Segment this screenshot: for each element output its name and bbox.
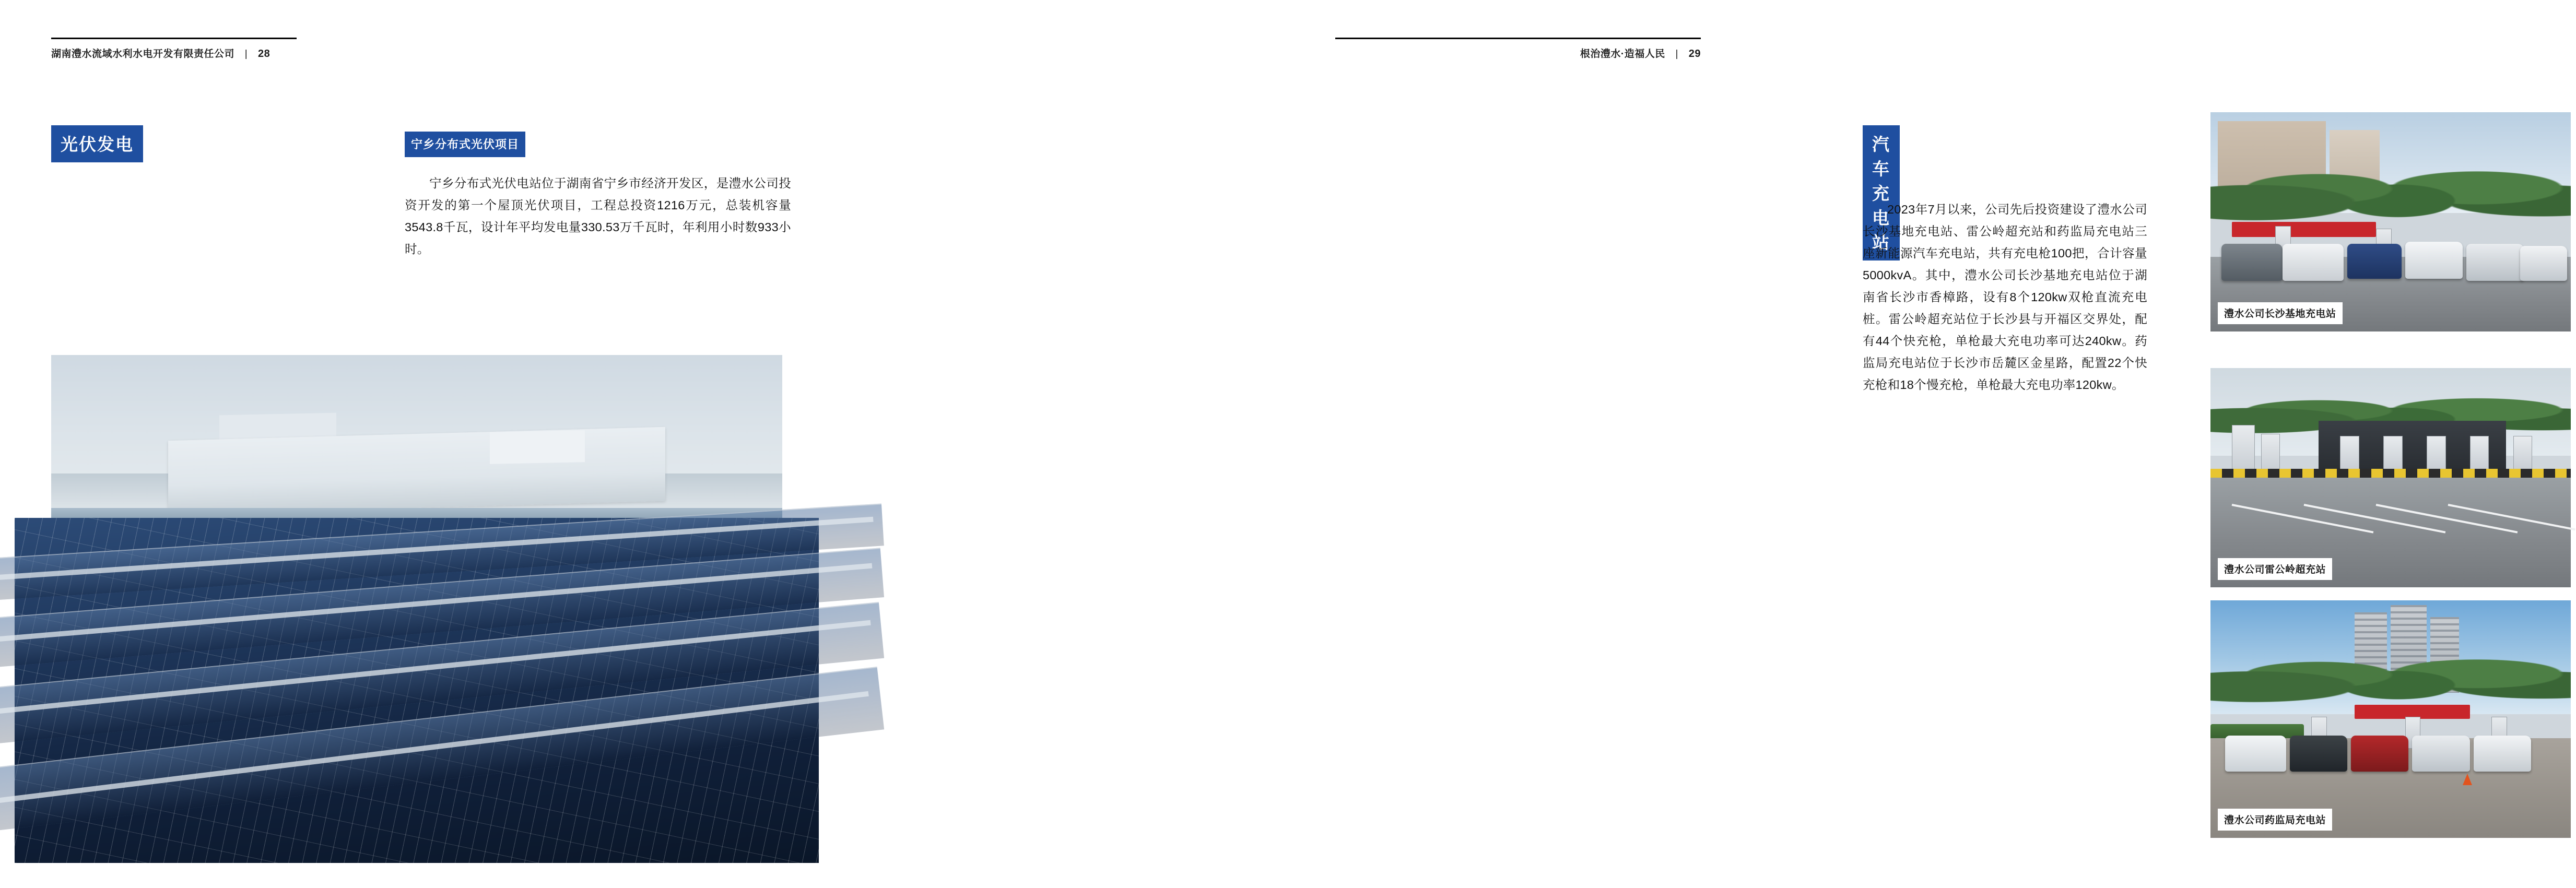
photo-parked-car bbox=[2466, 244, 2524, 281]
photo-leigongling-supercharge-station bbox=[2210, 368, 2571, 587]
left-page bbox=[0, 0, 876, 888]
header-separator: | bbox=[1675, 49, 1678, 60]
header-separator: | bbox=[244, 49, 248, 60]
right-page bbox=[876, 0, 2336, 888]
solar-panel-array bbox=[15, 518, 819, 863]
photo-caption: 澧水公司长沙基地充电站 bbox=[2218, 302, 2343, 324]
photo-parked-car bbox=[2283, 244, 2344, 281]
section-title-ev-charging: 汽车充电站 bbox=[1863, 125, 1900, 261]
ev-charging-paragraph bbox=[1863, 198, 2147, 396]
photo-changsha-base-station bbox=[2210, 112, 2571, 331]
photovoltaic-paragraph-text: 宁乡分布式光伏电站位于湖南省宁乡市经济开发区，是澧水公司投资开发的第一个屋顶光伏项目，工程总投资1216万元，总装机容量3543.8千瓦，设计年平均发电量330.53万千瓦时，年利用小时数933小时。 bbox=[405, 176, 791, 256]
photo-parked-car bbox=[2351, 736, 2408, 771]
photo-parked-car bbox=[2221, 244, 2283, 281]
photo-parked-car bbox=[2347, 244, 2402, 279]
photo-parked-car bbox=[2474, 736, 2531, 771]
photo-parked-car bbox=[2412, 736, 2469, 771]
photo-drug-administration-station bbox=[2210, 600, 2571, 838]
right-header-text: 根治澧水·造福人民 bbox=[1580, 49, 1665, 60]
left-page-number: 28 bbox=[258, 48, 270, 60]
photo-caption: 澧水公司雷公岭超充站 bbox=[2218, 558, 2332, 580]
photo-charging-pile bbox=[2513, 436, 2533, 472]
photo-caption: 澧水公司药监局充电站 bbox=[2218, 809, 2332, 831]
right-header-rule bbox=[1335, 38, 1701, 39]
photo-charging-pile bbox=[2470, 436, 2489, 472]
subsection-title-ningxiang: 宁乡分布式光伏项目 bbox=[405, 132, 525, 157]
left-running-header bbox=[51, 46, 270, 60]
ev-charging-paragraph-text: 2023年7月以来，公司先后投资建设了澧水公司长沙基地充电站、雷公岭超充站和药监局充电站三座新能源汽车充电站，共有充电枪100把，合计容量5000kvA。其中，澧水公司长沙基地充电站位于湖南省长沙市香樟路，设有8个120kw双枪直流充电桩。雷公岭超充站位于长沙县与开福区交界处，配有44个快充枪，单枪最大充电功率可达240kw。药监局充电站位于长沙市岳麓区金星路，配置22个快充枪和18个慢充枪，单枪最大充电功率120kw。 bbox=[1863, 203, 2147, 392]
photo-charging-pile bbox=[2261, 434, 2280, 475]
solar-factory-building bbox=[168, 427, 665, 515]
photovoltaic-paragraph bbox=[405, 172, 791, 260]
left-header-text: 湖南澧水流域水利水电开发有限责任公司 bbox=[51, 49, 235, 60]
photo-solar-rooftop bbox=[51, 355, 782, 848]
right-running-header bbox=[1580, 46, 1701, 60]
solar-background-building-3 bbox=[490, 431, 585, 465]
photo-charging-pile bbox=[2427, 436, 2446, 472]
left-header-rule bbox=[51, 38, 297, 39]
photo-charging-pile bbox=[2232, 425, 2254, 474]
photo-parked-car bbox=[2405, 242, 2463, 279]
photo-parked-car bbox=[2290, 736, 2347, 771]
photo-parked-car bbox=[2225, 736, 2286, 771]
photo-charging-pile bbox=[2340, 436, 2359, 472]
photo-charging-pile bbox=[2383, 436, 2403, 472]
photo-parked-car bbox=[2520, 246, 2567, 281]
right-page-number: 29 bbox=[1688, 48, 1701, 60]
photo-traffic-cone bbox=[2463, 774, 2472, 785]
section-title-photovoltaic: 光伏发电 bbox=[51, 125, 143, 162]
photo-red-banner bbox=[2232, 222, 2376, 237]
